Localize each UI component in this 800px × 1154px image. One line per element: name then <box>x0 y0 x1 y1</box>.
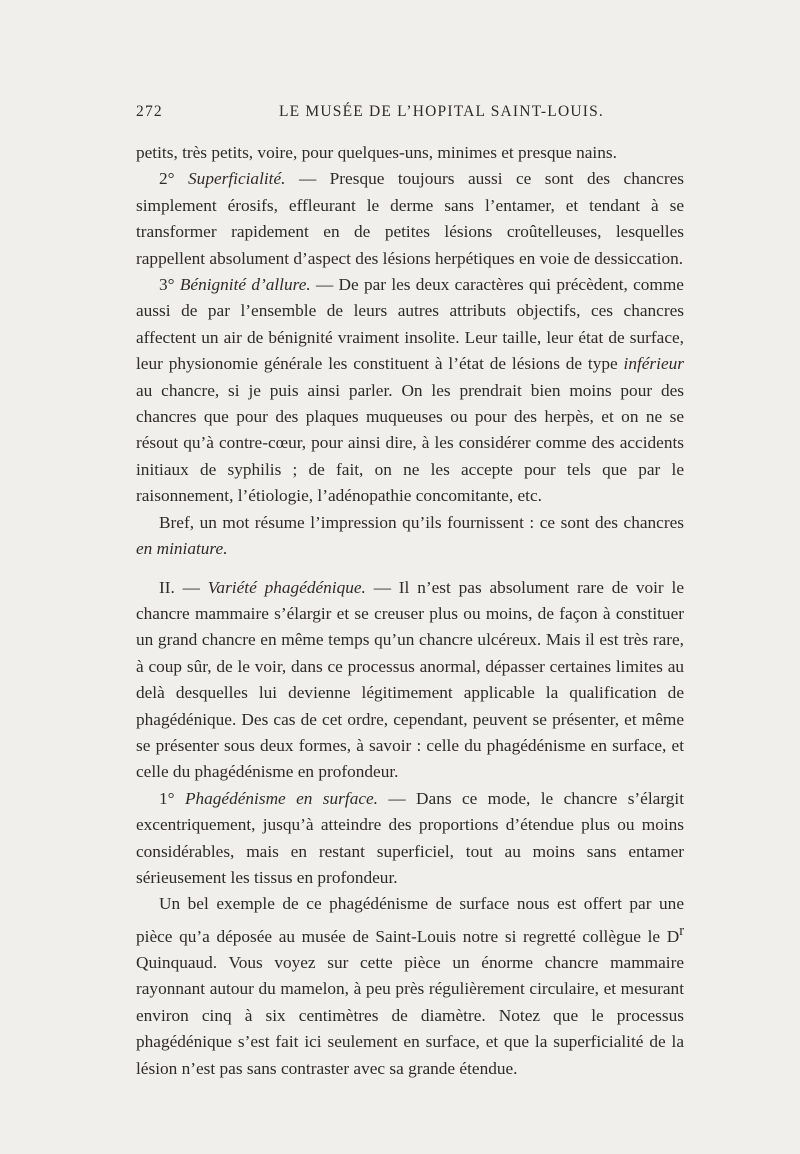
paragraph-benignite <box>136 272 684 510</box>
paragraph-phagedenisme-surface <box>136 786 684 892</box>
paragraph-text: Bref, un mot résume l’impression qu’ils fournissent : ce sont des chancres <box>159 512 684 532</box>
page-number: 272 <box>136 103 163 120</box>
paragraph-variete-phagedenique <box>136 575 684 786</box>
section-heading: Variété phagédénique. <box>207 577 366 597</box>
running-title: LE MUSÉE DE L’HOPITAL SAINT-LOUIS. <box>279 103 605 120</box>
paragraph-text: petits, très petits, voire, pour quelques-uns, minimes et presque nains. <box>136 143 617 162</box>
paragraph-exemple <box>136 891 684 1082</box>
superscript-abbreviation: r <box>679 922 684 939</box>
item-number: 2° <box>159 169 175 189</box>
section-number: II. — <box>159 577 200 597</box>
paragraph-text: au chancre, si je puis ainsi parler. On les prendrait bien moins pour des chancres que pour des plaques muqueuses ou pour des herpès, et on ne se résout qu’à contre-cœur, pour ainsi dire, à les considérer comme des accidents initiaux de syphilis ; de fait, on ne les accepte pour tels que par le raisonnement, l’étiologie, l’adénopathie concomitante, etc. <box>136 380 684 506</box>
item-number: 3° <box>159 275 175 295</box>
body-text <box>136 140 684 1082</box>
paragraph-text: Un bel exemple de ce phagédénisme de surface nous est offert par une pièce qu’a déposée au musée de Saint-Louis notre si regretté collègue le D <box>136 894 684 946</box>
running-header <box>136 103 686 125</box>
item-heading: Phagédénisme en surface. <box>184 788 378 808</box>
item-heading: Bénignité d’allure. <box>179 275 311 295</box>
paragraph-text: — Il n’est pas absolument rare de voir le chancre mammaire s’élargir et se creuser plus ou moins, de façon à constituer un grand chancre en même temps qu’un chancre ulcéreux. Mais il est très rare, à coup sûr, de le voir, dans ce processus anormal, dépasser certaines limites au delà desquelles lui devienne légitimement applicable la qualification de phagédénique. Des cas de cet ordre, cependant, peuvent se présenter, et même se présenter sous deux formes, à savoir : celle du phagédénisme en surface, et celle du phagédénisme en profondeur. <box>136 577 684 782</box>
paragraph-bref <box>136 510 684 563</box>
emphasized-phrase: en miniature. <box>136 539 228 559</box>
emphasized-word: inférieur <box>623 354 684 374</box>
paragraph-text: — Dans ce mode, le chancre s’élargit excentriquement, jusqu’à atteindre des proportions d’étendue plus ou moins considérables, mais en restant superficiel, tout au moins sans entamer sérieusement les tissus en profondeur. <box>136 788 685 887</box>
paragraph-text: Quinquaud. Vous voyez sur cette pièce un énorme chancre mammaire rayonnant autour du mamelon, à peu près régulièrement circulaire, et mesurant environ cinq à six centimètres de diamètre. Notez que le processus phagédénique s’est fait ici seulement en surface, et que la superficialité de la lésion n’est pas sans contraster avec sa grande étendue. <box>136 952 684 1078</box>
item-heading: Superficialité. <box>188 169 286 189</box>
paragraph-text: — De par les deux caractères qui précèdent, comme aussi de par l’ensemble de leurs autres attributs objectifs, ces chancres affectent un air de bénignité vraiment insolite. Leur taille, leur état de surface, leur physionomie générale les constituent à l’état de lésions de type <box>136 275 684 374</box>
item-number: 1° <box>159 788 175 808</box>
paragraph-text: — Presque toujours aussi ce sont des chancres simplement érosifs, effleurant le derme sans l’entamer, et tendant à se transformer rapidement en de petites lésions croûtelleuses, lesquelles rappellent absolument d’aspect des lésions herpétiques en voie de dessiccation. <box>136 169 684 268</box>
paragraph-superficialite <box>136 166 684 272</box>
paragraph-continuation <box>136 140 684 166</box>
